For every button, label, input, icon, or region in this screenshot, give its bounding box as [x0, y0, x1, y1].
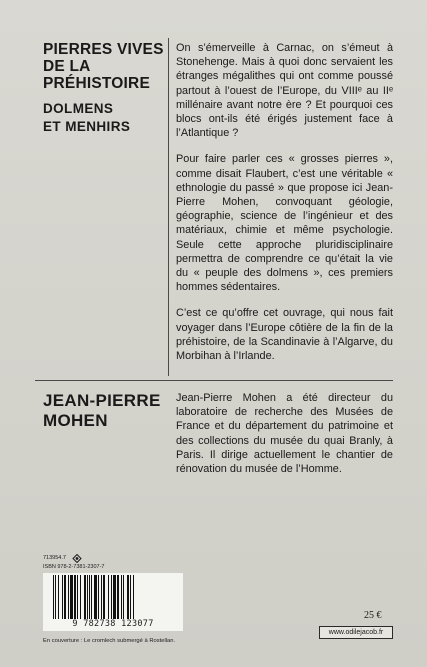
author-bio: Jean-Pierre Mohen a été directeur du laboratoire de recherche des Musées de France et du département du patrimoine et des collections du musée du quai Branly, à Paris. Il dirige actuellement le chantier de rénovation du musée de l’Homme.: [176, 392, 393, 476]
barcode-box: [43, 573, 183, 631]
product-code-row: [43, 554, 82, 563]
product-code: 713954.7: [43, 555, 66, 561]
title-line-3: PRÉHISTOIRE: [43, 75, 150, 92]
book-title: [43, 41, 164, 92]
cover-caption: En couverture : Le cromlech submergé à Rostellan.: [43, 638, 176, 644]
subtitle-line-1: DOLMENS: [43, 101, 114, 116]
title-line-2: DE LA: [43, 58, 91, 75]
book-subtitle: [43, 100, 161, 136]
horizontal-divider: [35, 380, 393, 381]
title-line-1: PIERRES VIVES: [43, 41, 164, 58]
publisher-website: www.odilejacob.fr: [319, 626, 393, 639]
blurb-column: [176, 41, 393, 375]
barcode-icon: [51, 575, 177, 619]
isbn-text: ISBN 978-2-7381-2307-7: [43, 564, 105, 570]
left-column: [43, 41, 164, 136]
blurb-paragraph-1: On s’émerveille à Carnac, on s’émeut à Stonehenge. Mais à quoi donc servaient les étranges mégalithes qui ont comme poussé partout à l’ouest de l’Europe, du VIIIᵉ au IIᵉ millénaire avant notre ère ? Et pourquoi ces blocs ont-ils été érigés justement face à l’Atlantique ?: [176, 42, 393, 140]
author-name: [43, 391, 161, 431]
publisher-logo-icon: [72, 554, 82, 563]
blurb-paragraph-2: Pour faire parler ces « grosses pierres », comme disait Flaubert, c’est une véritable « ethnologie du passé » que propose ici Jean-Pierre Mohen, convoquant géologie, géographie, science de l’ingénieur et des matériaux, chimie et même psychologie. Seule cette approche pluridisciplinaire permettra de comprendre ce qu’était la vie du « peuple des dolmens », ces premiers hommes sédentaires.: [176, 153, 393, 294]
author-first-name: JEAN-PIERRE: [43, 391, 161, 410]
barcode-digits: 9 782738 123077: [72, 619, 154, 629]
subtitle-line-2: ET MENHIRS: [43, 119, 131, 134]
price: 25 €: [364, 610, 382, 621]
blurb-paragraph-3: C’est ce qu’offre cet ouvrage, qui nous fait voyager dans l’Europe côtière de la fin de la préhistoire, de la Scandinavie à l’Algarve, du Morbihan à l’Irlande.: [176, 307, 393, 363]
vertical-divider: [168, 38, 169, 376]
author-last-name: MOHEN: [43, 411, 108, 430]
